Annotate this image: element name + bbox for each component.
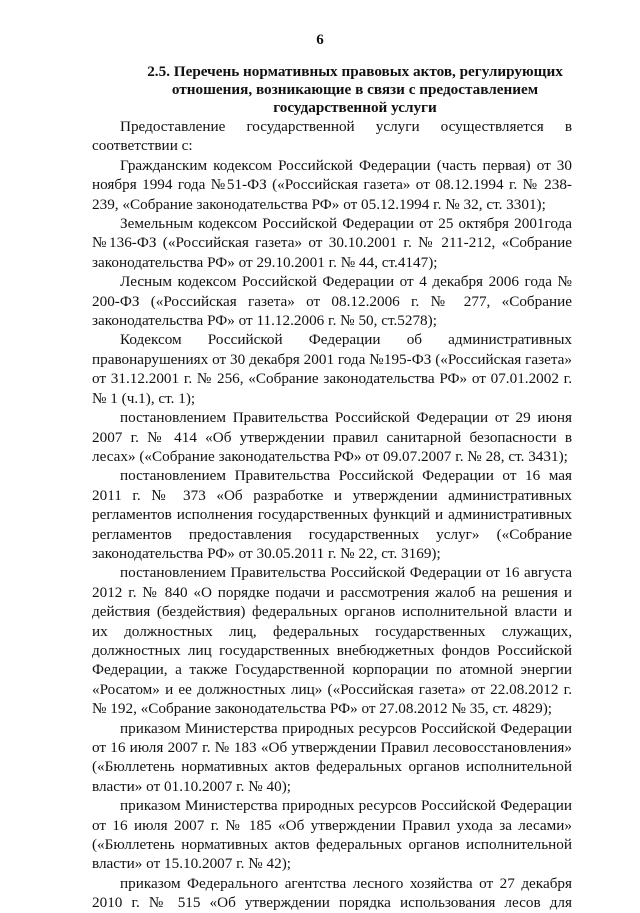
- paragraph-intro: Предоставление государственной услуги осуществляется в соответствии с:: [92, 118, 572, 155]
- paragraph-land-code: Земельным кодексом Российской Федерации от 25 октября 2001года №136-ФЗ («Российская газета» от 30.10.2001 г. № 211-212, «Собрание законодательства РФ» от 29.10.2001 г. № 44, ст.4147);: [92, 215, 572, 271]
- paragraph-resolution-840: постановлением Правительства Российской Федерации от 16 августа 2012 г. № 840 «О порядке подачи и рассмотрения жалоб на решения и действия (бездействия) федеральных органов исполнительной власти и их должностных лиц, федеральных государственных служащих, должностных лиц государственных внебюджетных фондов Российской Федерации, а также Государственной корпорации по атомной энергии «Росатом» и ее должностных лиц» («Российская газета» от 22.08.2012 г. № 192, «Собрание законодательства РФ» от 27.08.2012 № 35, ст. 4829);: [92, 564, 572, 718]
- paragraph-resolution-414: постановлением Правительства Российской Федерации от 29 июня 2007 г. № 414 «Об утверждении правил санитарной безопасности в лесах» («Собрание законодательства РФ» от 09.07.2007 г. № 28, ст. 3431);: [92, 409, 572, 465]
- paragraph-administrative-code: Кодексом Российской Федерации об административных правонарушениях от 30 декабря 2001 года №195-ФЗ («Российская газета» от 31.12.2001 г. № 256, «Собрание законодательства РФ» от 07.01.2002 г. № 1 (ч.1), ст. 1);: [92, 331, 572, 407]
- paragraph-civil-code: Гражданским кодексом Российской Федерации (часть первая) от 30 ноября 1994 года №51-ФЗ («Российская газета» от 08.12.1994 г. № 238-239, «Собрание законодательства РФ» от 05.12.1994 г. № 32, ст. 3301);: [92, 156, 572, 213]
- section-heading: 2.5. Перечень нормативных правовых актов, регулирующих отношения, возникающие в связи с предоставлением государственной услуги: [147, 63, 563, 116]
- document-body: [92, 117, 572, 913]
- paragraph-order-183: приказом Министерства природных ресурсов Российской Федерации от 16 июля 2007 г. № 183 «Об утверждении Правил лесовосстановления» («Бюллетень нормативных актов федеральных органов исполнительной власти» от 01.10.2007 г. № 40);: [92, 719, 572, 795]
- paragraph-forest-code: Лесным кодексом Российской Федерации от 4 декабря 2006 года № 200-ФЗ («Российская газета» от 08.12.2006 г. № 277, «Собрание законодательства РФ» от 11.12.2006 г. № 50, ст.5278);: [92, 273, 572, 330]
- paragraph-order-185: приказом Министерства природных ресурсов Российской Федерации от 16 июля 2007 г. № 185 «Об утверждении Правил ухода за лесами» («Бюллетень нормативных актов федеральных органов исполнительной власти» от 15.10.2007 г. № 42);: [92, 797, 572, 873]
- paragraph-order-515: приказом Федерального агентства лесного хозяйства от 27 декабря 2010 г. № 515 «Об утверждении порядка использования лесов для: [92, 874, 572, 912]
- page-number: 6: [316, 32, 324, 48]
- paragraph-resolution-373: постановлением Правительства Российской Федерации от 16 мая 2011 г. № 373 «Об разработке и утверждении административных регламентов исполнения государственных функций и административных регламентов предоставления государственных услуг» («Собрание законодательства РФ» от 30.05.2011 г. № 22, ст. 3169);: [92, 467, 572, 562]
